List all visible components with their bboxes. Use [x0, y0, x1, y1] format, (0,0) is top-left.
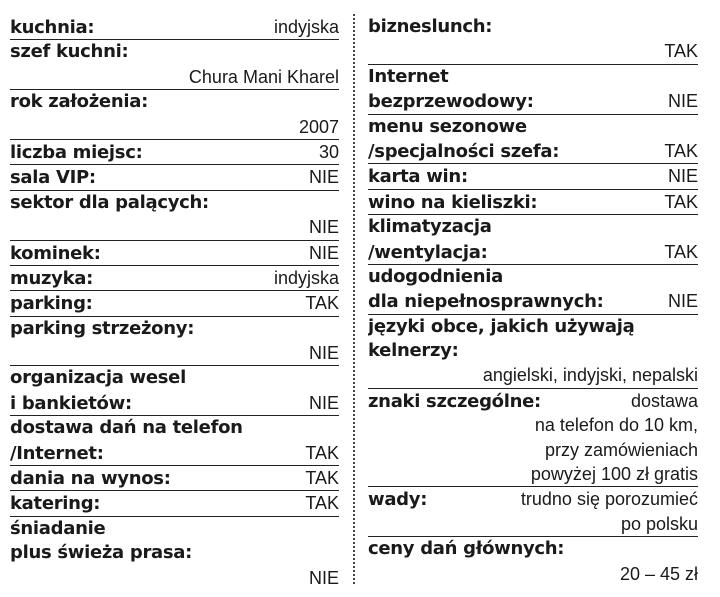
entry-value: TAK — [664, 41, 698, 62]
entry-label: menu sezonowe — [368, 115, 527, 137]
entry-value: przy zamówieniach — [544, 439, 698, 460]
entry-label: szef kuchni: — [10, 41, 129, 63]
entry-label: /specjalności szefa: — [368, 140, 560, 162]
entry-value: NIE — [667, 291, 698, 312]
info-entry — [368, 15, 698, 65]
entry-label: dla niepełnosprawnych: — [368, 291, 604, 313]
info-entry — [368, 315, 698, 389]
entry-label: wady: — [368, 489, 428, 511]
entry-line — [10, 441, 339, 465]
entry-label: muzyka: — [10, 267, 94, 289]
entry-value: NIE — [308, 392, 339, 413]
entry-line — [10, 165, 339, 189]
entry-line — [10, 391, 339, 415]
entry-line — [368, 413, 698, 437]
entry-line — [368, 363, 698, 387]
entry-line — [10, 215, 339, 239]
entry-label: ceny dań głównych: — [368, 538, 565, 560]
entry-line — [10, 140, 339, 164]
entry-value: TAK — [305, 293, 339, 314]
entry-line — [368, 215, 698, 239]
entry-label: /Internet: — [10, 442, 104, 464]
entry-line — [368, 562, 698, 586]
entry-line — [368, 289, 698, 313]
entry-label: /wentylacja: — [368, 241, 488, 263]
entry-line — [368, 240, 698, 264]
entry-value: Chura Mani Kharel — [188, 66, 339, 87]
entry-value: na telefon do 10 km, — [534, 415, 698, 436]
entry-value: powyżej 100 zł gratis — [530, 464, 698, 485]
entry-value: NIE — [667, 166, 698, 187]
entry-value: po polsku — [620, 513, 698, 534]
entry-value: indyjska — [273, 17, 339, 37]
entry-value: NIE — [308, 567, 339, 588]
entry-line — [368, 315, 698, 339]
entry-label: karta win: — [368, 166, 468, 188]
entry-line — [10, 416, 339, 440]
entry-label: języki obce, jakich używają — [368, 315, 635, 337]
column-divider — [353, 14, 355, 584]
entry-value: angielski, indyjski, nepalski — [482, 365, 698, 386]
entry-label: dania na wynos: — [10, 468, 171, 490]
info-entry — [368, 265, 698, 315]
entry-line — [368, 164, 698, 188]
entry-value: NIE — [308, 167, 339, 188]
entry-value: TAK — [664, 140, 698, 161]
info-entry — [10, 416, 339, 466]
entry-line — [368, 15, 698, 39]
entry-line — [368, 389, 698, 413]
entry-line — [10, 65, 339, 89]
entry-line — [10, 115, 339, 139]
entry-label: znaki szczególne: — [368, 390, 541, 412]
info-entry — [10, 191, 339, 241]
info-entry — [10, 491, 339, 516]
info-entry — [10, 165, 339, 190]
entry-value: trudno się porozumieć — [520, 489, 698, 510]
info-entry — [368, 164, 698, 189]
entry-line — [368, 487, 698, 511]
entry-line — [368, 139, 698, 163]
entry-value: NIE — [667, 91, 698, 112]
entry-label: katering: — [10, 493, 101, 515]
entry-label: Internet — [368, 65, 449, 87]
right-column — [368, 15, 698, 586]
entry-value: TAK — [305, 442, 339, 463]
entry-value: 30 — [318, 141, 339, 162]
entry-line — [10, 341, 339, 365]
entry-label: bizneslunch: — [368, 16, 493, 37]
info-entry — [10, 466, 339, 491]
entry-label: wino na kieliszki: — [368, 191, 538, 213]
entry-line — [368, 89, 698, 113]
entry-line — [10, 191, 339, 215]
entry-line — [368, 115, 698, 139]
entry-line — [368, 339, 698, 363]
entry-label: dostawa dań na telefon — [10, 417, 243, 439]
entry-line — [368, 190, 698, 214]
info-entry — [10, 291, 339, 316]
entry-label: i bankietów: — [10, 392, 132, 414]
entry-line — [10, 466, 339, 490]
entry-line — [368, 512, 698, 536]
entry-line — [10, 317, 339, 341]
entry-label: bezprzewodowy: — [368, 91, 534, 113]
entry-label: liczba miejsc: — [10, 141, 143, 163]
info-entry — [10, 140, 339, 165]
entry-line — [368, 265, 698, 289]
entry-label: klimatyzacja — [368, 216, 492, 238]
entry-value: dostawa — [630, 390, 698, 411]
info-entry — [10, 90, 339, 140]
entry-value: 20 – 45 zł — [619, 563, 698, 584]
entry-line — [10, 541, 339, 565]
info-entry — [368, 389, 698, 488]
info-entry — [10, 40, 339, 90]
entry-value: 2007 — [298, 116, 339, 137]
entry-line — [368, 438, 698, 462]
entry-line — [10, 517, 339, 541]
entry-line — [10, 566, 339, 590]
entry-line — [10, 266, 339, 290]
entry-label: parking: — [10, 293, 93, 315]
entry-line — [10, 40, 339, 64]
entry-line — [10, 491, 339, 515]
entry-value: indyjska — [273, 267, 339, 288]
entry-value: TAK — [664, 191, 698, 212]
entry-value: TAK — [305, 468, 339, 489]
entry-label: kelnerzy: — [368, 340, 459, 362]
entry-line — [368, 537, 698, 561]
entry-value: TAK — [305, 493, 339, 514]
info-entry — [368, 190, 698, 215]
entry-label: parking strzeżony: — [10, 317, 195, 339]
info-entry — [368, 215, 698, 265]
entry-label: sala VIP: — [10, 167, 96, 189]
entry-line — [368, 462, 698, 486]
entry-label: kuchnia: — [10, 17, 95, 38]
entry-value: NIE — [308, 343, 339, 364]
entry-line — [368, 65, 698, 89]
entry-line — [10, 241, 339, 265]
entry-line — [368, 39, 698, 63]
entry-label: plus świeża prasa: — [10, 542, 193, 564]
entry-value: NIE — [308, 217, 339, 238]
entry-line — [10, 90, 339, 114]
info-entry — [368, 65, 698, 115]
entry-label: śniadanie — [10, 517, 106, 539]
info-entry — [368, 537, 698, 586]
entry-label: organizacja wesel — [10, 367, 186, 389]
info-entry — [368, 115, 698, 165]
info-entry — [10, 15, 339, 40]
info-entry — [10, 366, 339, 416]
info-entry — [368, 487, 698, 537]
entry-line — [10, 366, 339, 390]
entry-value: NIE — [308, 242, 339, 263]
entry-value: TAK — [664, 241, 698, 262]
info-entry — [10, 241, 339, 266]
entry-label: sektor dla palących: — [10, 191, 209, 213]
entry-label: kominek: — [10, 242, 101, 264]
left-column — [10, 15, 339, 590]
entry-line — [10, 291, 339, 315]
entry-label: rok założenia: — [10, 91, 148, 113]
entry-line — [10, 15, 339, 39]
info-entry — [10, 266, 339, 291]
entry-label: udogodnienia — [368, 265, 503, 287]
info-entry — [10, 317, 339, 367]
info-entry — [10, 517, 339, 590]
